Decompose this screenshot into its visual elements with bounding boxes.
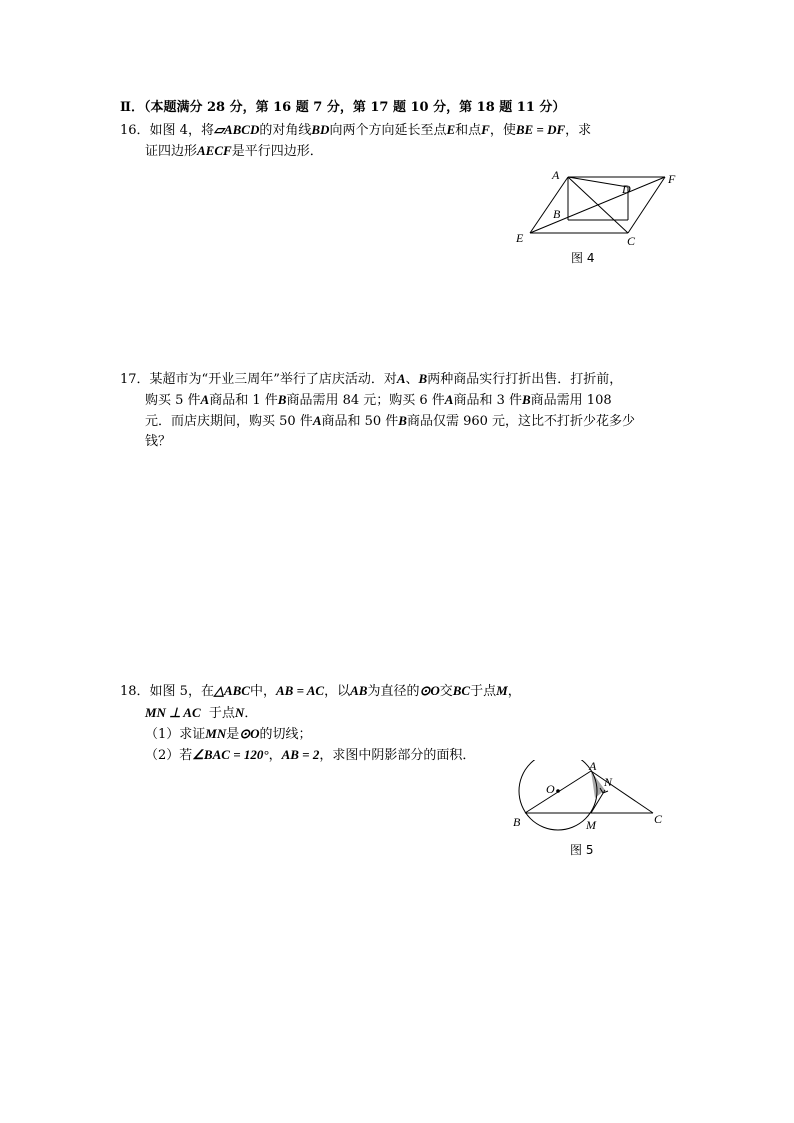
q17-line4: 钱？ bbox=[145, 434, 172, 449]
figure-5-diagram bbox=[505, 760, 680, 835]
q17-line3: 元．而店庆期间，购买 50 件A商品和 50 件B商品仅需 960 元，这比不打折少花多少 bbox=[145, 413, 636, 429]
figure-5-caption: 图 5 bbox=[570, 843, 594, 857]
label-O: O bbox=[546, 782, 555, 796]
figure-4-diagram bbox=[510, 165, 685, 245]
label-A: A bbox=[552, 168, 560, 182]
q16-line2: 证四边形AECF是平行四边形． bbox=[145, 143, 323, 159]
label-B: B bbox=[553, 207, 561, 221]
q18-part2: （2）若∠BAC = 120°，AB = 2，求图中阴影部分的面积． bbox=[145, 747, 476, 763]
label-D: D bbox=[622, 182, 631, 196]
q18-part1: （1）求证MN是⊙O的切线； bbox=[145, 726, 312, 742]
q16-parallelogram: ▱ABCD bbox=[213, 122, 260, 137]
section-header: Ⅱ．（本题满分 28 分，第 16 题 7 分，第 17 题 10 分，第 18 题 11 分） bbox=[120, 100, 566, 115]
label-A: A bbox=[589, 760, 597, 773]
label-C: C bbox=[627, 234, 636, 245]
label-E: E bbox=[516, 231, 524, 245]
label-F: F bbox=[668, 172, 676, 186]
q16-line1: 16．如图 4，将▱ABCD的对角线BD向两个方向延长至点E和点F，使BE = DF，求 bbox=[120, 122, 592, 138]
label-C: C bbox=[654, 812, 663, 826]
q17-line1: 17．某超市为“开业三周年”举行了店庆活动．对A、B两种商品实行打折出售．打折前， bbox=[120, 371, 623, 387]
q17-line2: 购买 5 件A商品和 1 件B商品需用 84 元；购买 6 件A商品和 3 件B商品需用 108 bbox=[145, 392, 612, 408]
q17-number: 17． bbox=[120, 372, 150, 387]
q16-number: 16． bbox=[120, 123, 150, 138]
center-point-O bbox=[556, 789, 560, 793]
q18-number: 18． bbox=[120, 684, 150, 699]
figure-4-caption: 图 4 bbox=[571, 251, 595, 265]
label-N: N bbox=[604, 775, 613, 789]
label-B: B bbox=[513, 815, 521, 829]
q18-line2: MN ⊥ AC 于点N． bbox=[145, 705, 258, 721]
label-M: M bbox=[586, 818, 596, 832]
q18-line1: 18．如图 5，在△ABC中，AB = AC，以AB为直径的⊙O交BC于点M， bbox=[120, 683, 521, 699]
